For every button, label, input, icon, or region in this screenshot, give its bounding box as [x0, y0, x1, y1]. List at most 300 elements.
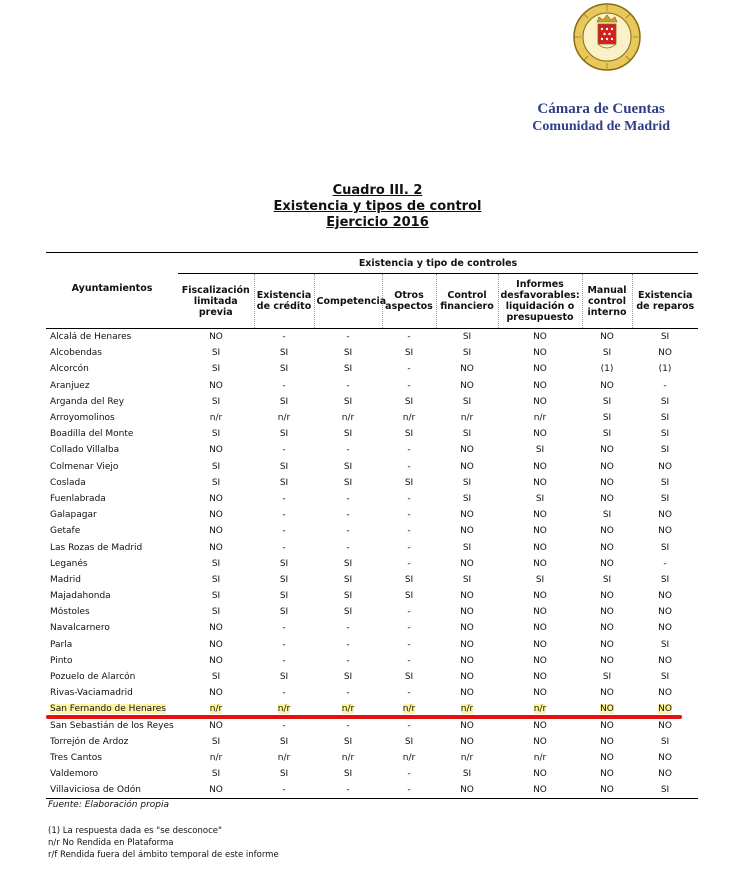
table-cell [498, 378, 582, 394]
cell-value: SI [602, 510, 612, 521]
cell-value: NO [460, 380, 474, 391]
cell-value: - [407, 558, 411, 569]
table-row [46, 539, 698, 555]
cell-value: SI [279, 558, 289, 569]
municipality-label: Rivas-Vaciamadrid [50, 688, 133, 699]
table-cell [498, 459, 582, 475]
table-cell [498, 572, 582, 588]
column-header: Existencia de reparos [632, 274, 698, 329]
table-cell [632, 475, 698, 491]
footnotes [48, 825, 279, 861]
cell-value: NO [533, 769, 547, 780]
table-cell [178, 766, 254, 782]
table-cell [254, 556, 314, 572]
cell-value: NO [600, 769, 614, 780]
municipality-name [46, 329, 178, 346]
table-cell [436, 507, 498, 523]
title-line-2: Existencia y tipos de control [273, 199, 482, 214]
table-cell [498, 426, 582, 442]
table-cell [582, 523, 632, 539]
municipality-label: San Fernando de Henares [50, 704, 166, 715]
cell-value: SI [404, 396, 414, 407]
cell-value: - [407, 623, 411, 634]
cell-value: SI [660, 429, 670, 440]
cell-value: SI [211, 591, 221, 602]
table-cell [254, 426, 314, 442]
table-cell [382, 426, 436, 442]
cell-value: NO [460, 672, 474, 683]
table-body [46, 329, 698, 799]
municipality-label: Pinto [50, 655, 73, 666]
cell-value: SI [602, 396, 612, 407]
cell-value: SI [660, 639, 670, 650]
table-row [46, 718, 698, 734]
table-cell [632, 637, 698, 653]
cell-value: NO [460, 623, 474, 634]
cell-value: NO [658, 526, 672, 537]
cell-value: SI [602, 672, 612, 683]
cell-value: - [346, 639, 350, 650]
table-cell [382, 620, 436, 636]
table-cell [436, 637, 498, 653]
cell-value: NO [209, 445, 223, 456]
table-cell [582, 507, 632, 523]
table-cell [436, 491, 498, 507]
cell-value: SI [279, 348, 289, 359]
table-cell [178, 718, 254, 734]
table-cell [254, 572, 314, 588]
table-cell [498, 410, 582, 426]
table-cell [254, 507, 314, 523]
table-cell [498, 539, 582, 555]
municipality-label: Pozuelo de Alarcón [50, 672, 136, 683]
table-cell [382, 442, 436, 458]
table-cell [632, 539, 698, 555]
table-cell [436, 426, 498, 442]
cell-value: NO [658, 348, 672, 359]
cell-value: NO [600, 607, 614, 618]
table-cell [382, 653, 436, 669]
cell-value: SI [211, 461, 221, 472]
table-cell [582, 491, 632, 507]
municipality-name [46, 539, 178, 555]
cell-value: SI [660, 785, 670, 796]
table-cell [632, 442, 698, 458]
cell-value: - [407, 769, 411, 780]
table-cell [436, 620, 498, 636]
table-cell [582, 410, 632, 426]
municipality-label: Arroyomolinos [50, 413, 115, 424]
table-cell [382, 782, 436, 799]
table-cell [498, 637, 582, 653]
cell-value: SI [211, 477, 221, 488]
cell-value: NO [460, 591, 474, 602]
table-cell [178, 539, 254, 555]
table-cell [436, 378, 498, 394]
table-cell [632, 604, 698, 620]
table-cell [498, 329, 582, 346]
cell-value: NO [600, 720, 614, 731]
municipality-label: San Sebastián de los Reyes [50, 720, 174, 731]
cell-value: - [407, 364, 411, 375]
table-cell [254, 394, 314, 410]
municipality-name [46, 442, 178, 458]
table-cell [178, 604, 254, 620]
table-cell [582, 604, 632, 620]
column-header: Competencia [314, 274, 382, 329]
cell-value: SI [279, 736, 289, 747]
table-row [46, 442, 698, 458]
cell-value: SI [602, 413, 612, 424]
table-cell [254, 378, 314, 394]
cell-value: NO [460, 510, 474, 521]
cell-value: n/r [277, 752, 291, 763]
org-line-2: Comunidad de Madrid [532, 119, 670, 134]
header-group: Existencia y tipo de controles [178, 253, 698, 274]
table-cell [436, 782, 498, 799]
cell-value: NO [533, 639, 547, 650]
table-row [46, 572, 698, 588]
cell-value: NO [460, 526, 474, 537]
column-header: Manual control interno [582, 274, 632, 329]
table-cell [314, 588, 382, 604]
cell-value: n/r [460, 752, 474, 763]
table-cell [582, 637, 632, 653]
column-header: Control financiero [436, 274, 498, 329]
cell-value: n/r [402, 752, 416, 763]
cell-value: SI [462, 769, 472, 780]
municipality-name [46, 766, 178, 782]
cell-value: SI [279, 769, 289, 780]
cell-value: NO [209, 720, 223, 731]
table-cell [382, 345, 436, 361]
municipality-label: Arganda del Rey [50, 396, 125, 407]
table-cell [582, 685, 632, 701]
cell-value: SI [343, 477, 353, 488]
table-cell [632, 329, 698, 346]
table-cell [582, 442, 632, 458]
municipality-name [46, 572, 178, 588]
table-cell [382, 669, 436, 685]
red-underline-highlight [46, 715, 682, 719]
table-cell [314, 539, 382, 555]
table-cell [382, 459, 436, 475]
table-cell [254, 620, 314, 636]
cell-value: NO [533, 688, 547, 699]
cell-value: NO [533, 461, 547, 472]
cell-value: n/r [460, 413, 474, 424]
table-row [46, 410, 698, 426]
table-cell [582, 782, 632, 799]
cell-value: - [346, 785, 350, 796]
cell-value: SI [279, 429, 289, 440]
table-cell [314, 685, 382, 701]
table-cell [582, 426, 632, 442]
table-cell [178, 361, 254, 377]
cell-value: - [407, 655, 411, 666]
cell-value: NO [209, 655, 223, 666]
cell-value: NO [600, 704, 614, 715]
table-cell [178, 588, 254, 604]
table-cell [178, 637, 254, 653]
table-cell [436, 475, 498, 491]
table-cell [382, 329, 436, 346]
table-cell [382, 750, 436, 766]
table-cell [178, 410, 254, 426]
cell-value: SI [462, 348, 472, 359]
cell-value: NO [600, 639, 614, 650]
table-cell [314, 604, 382, 620]
table-cell [382, 491, 436, 507]
cell-value: SI [343, 461, 353, 472]
table-cell [178, 523, 254, 539]
cell-value: NO [209, 332, 223, 343]
cell-value: - [407, 510, 411, 521]
table-cell [254, 685, 314, 701]
table-cell [314, 507, 382, 523]
cell-value: NO [209, 526, 223, 537]
cell-value: NO [209, 785, 223, 796]
table-cell [632, 572, 698, 588]
table-cell [582, 718, 632, 734]
table-cell [498, 491, 582, 507]
cell-value: n/r [341, 752, 355, 763]
header-ayuntamientos: Ayuntamientos [46, 253, 178, 329]
cell-value: n/r [402, 704, 416, 715]
table-cell [314, 637, 382, 653]
cell-value: NO [658, 688, 672, 699]
table-cell [314, 442, 382, 458]
table-cell [436, 442, 498, 458]
cell-value: SI [211, 672, 221, 683]
cell-value: NO [600, 542, 614, 553]
cell-value: NO [600, 477, 614, 488]
table-cell [254, 604, 314, 620]
cell-value: NO [658, 769, 672, 780]
cell-value: - [282, 655, 286, 666]
table-cell [178, 750, 254, 766]
table-cell [632, 345, 698, 361]
cell-value: SI [602, 429, 612, 440]
municipality-name [46, 507, 178, 523]
table-cell [314, 782, 382, 799]
table-cell [582, 750, 632, 766]
table-title [0, 183, 755, 231]
table-cell [178, 734, 254, 750]
cell-value: - [282, 493, 286, 504]
table-row [46, 782, 698, 799]
table-cell [382, 734, 436, 750]
cell-value: SI [660, 445, 670, 456]
cell-value: NO [533, 380, 547, 391]
municipality-label: Fuenlabrada [50, 493, 106, 504]
cell-value: NO [533, 526, 547, 537]
table-cell [582, 394, 632, 410]
table-cell [632, 766, 698, 782]
table-cell [498, 361, 582, 377]
table-cell [498, 734, 582, 750]
cell-value: SI [660, 477, 670, 488]
cell-value: n/r [209, 752, 223, 763]
cell-value: SI [279, 607, 289, 618]
municipality-label: Las Rozas de Madrid [50, 542, 143, 553]
table-cell [314, 523, 382, 539]
table-cell [254, 410, 314, 426]
cell-value: - [407, 542, 411, 553]
cell-value: SI [211, 769, 221, 780]
cell-value: - [346, 623, 350, 634]
cell-value: SI [660, 493, 670, 504]
table-cell [178, 669, 254, 685]
cell-value: NO [533, 720, 547, 731]
table-cell [254, 766, 314, 782]
cell-value: NO [460, 607, 474, 618]
cell-value: - [407, 607, 411, 618]
table-cell [582, 588, 632, 604]
table-cell [632, 734, 698, 750]
cell-value: NO [533, 736, 547, 747]
cell-value: SI [404, 477, 414, 488]
cell-value: - [346, 445, 350, 456]
cell-value: NO [658, 607, 672, 618]
table-row [46, 588, 698, 604]
table-cell [254, 669, 314, 685]
table-cell [436, 329, 498, 346]
table-cell [314, 426, 382, 442]
cell-value: n/r [460, 704, 474, 715]
table-cell [382, 766, 436, 782]
municipality-name [46, 734, 178, 750]
table-row [46, 604, 698, 620]
municipality-label: Tres Cantos [50, 752, 102, 763]
cell-value: NO [658, 591, 672, 602]
cell-value: - [407, 639, 411, 650]
cell-value: NO [533, 607, 547, 618]
municipality-label: Galapagar [50, 510, 97, 521]
table-row [46, 426, 698, 442]
cell-value: SI [211, 364, 221, 375]
table-row [46, 734, 698, 750]
cell-value: SI [343, 769, 353, 780]
table-cell [314, 329, 382, 346]
cell-value: NO [209, 688, 223, 699]
municipality-label: Alcalá de Henares [50, 332, 132, 343]
table-cell [254, 539, 314, 555]
cell-value: - [282, 720, 286, 731]
table-cell [254, 588, 314, 604]
municipality-name [46, 556, 178, 572]
cell-value: NO [460, 461, 474, 472]
cell-value: n/r [533, 413, 547, 424]
table-cell [254, 653, 314, 669]
table-cell [254, 750, 314, 766]
cell-value: NO [600, 526, 614, 537]
organization-name [532, 100, 670, 135]
table-cell [582, 459, 632, 475]
cell-value: SI [211, 348, 221, 359]
table-cell [178, 620, 254, 636]
cell-value: SI [404, 672, 414, 683]
cell-value: NO [533, 429, 547, 440]
table-cell [254, 637, 314, 653]
cell-value: SI [462, 493, 472, 504]
table-cell [314, 718, 382, 734]
cell-value: - [407, 688, 411, 699]
table-cell [314, 734, 382, 750]
cell-value: NO [209, 542, 223, 553]
table-cell [498, 669, 582, 685]
cell-value: (1) [658, 364, 672, 375]
cell-value: NO [460, 364, 474, 375]
table-cell [382, 523, 436, 539]
cell-value: - [663, 558, 667, 569]
table-cell [382, 572, 436, 588]
table-cell [382, 378, 436, 394]
table-cell [254, 345, 314, 361]
cell-value: SI [279, 591, 289, 602]
table-cell [178, 426, 254, 442]
cell-value: NO [460, 639, 474, 650]
cell-value: NO [600, 785, 614, 796]
table-cell [632, 685, 698, 701]
camara-de-cuentas-seal-logo [571, 2, 643, 72]
cell-value: SI [660, 672, 670, 683]
table-cell [254, 361, 314, 377]
cell-value: n/r [209, 704, 223, 715]
table-row [46, 685, 698, 701]
cell-value: NO [533, 655, 547, 666]
cell-value: - [407, 332, 411, 343]
municipality-name [46, 637, 178, 653]
cell-value: - [282, 526, 286, 537]
municipality-label: Colmenar Viejo [50, 461, 119, 472]
cell-value: - [407, 526, 411, 537]
table-cell [498, 766, 582, 782]
cell-value: NO [533, 332, 547, 343]
cell-value: NO [209, 493, 223, 504]
footnote-3: r/f Rendida fuera del ámbito temporal de este informe [48, 850, 279, 860]
table-cell [436, 766, 498, 782]
cell-value: - [282, 639, 286, 650]
municipality-name [46, 669, 178, 685]
table-cell [382, 588, 436, 604]
table-cell [178, 556, 254, 572]
municipality-name [46, 750, 178, 766]
table-cell [632, 782, 698, 799]
table-cell [498, 685, 582, 701]
table-cell [436, 718, 498, 734]
cell-value: - [282, 542, 286, 553]
cell-value: NO [533, 542, 547, 553]
municipality-label: Torrejón de Ardoz [50, 736, 129, 747]
cell-value: SI [279, 364, 289, 375]
municipality-label: Getafe [50, 526, 81, 537]
cell-value: SI [279, 672, 289, 683]
municipality-name [46, 604, 178, 620]
table-cell [436, 653, 498, 669]
cell-value: SI [343, 672, 353, 683]
source-note: Fuente: Elaboración propia [48, 800, 170, 810]
table-cell [382, 507, 436, 523]
cell-value: SI [404, 429, 414, 440]
cell-value: - [407, 445, 411, 456]
table-cell [314, 620, 382, 636]
table-row [46, 491, 698, 507]
cell-value: NO [533, 348, 547, 359]
table-cell [436, 345, 498, 361]
cell-value: NO [533, 623, 547, 634]
table-row [46, 750, 698, 766]
